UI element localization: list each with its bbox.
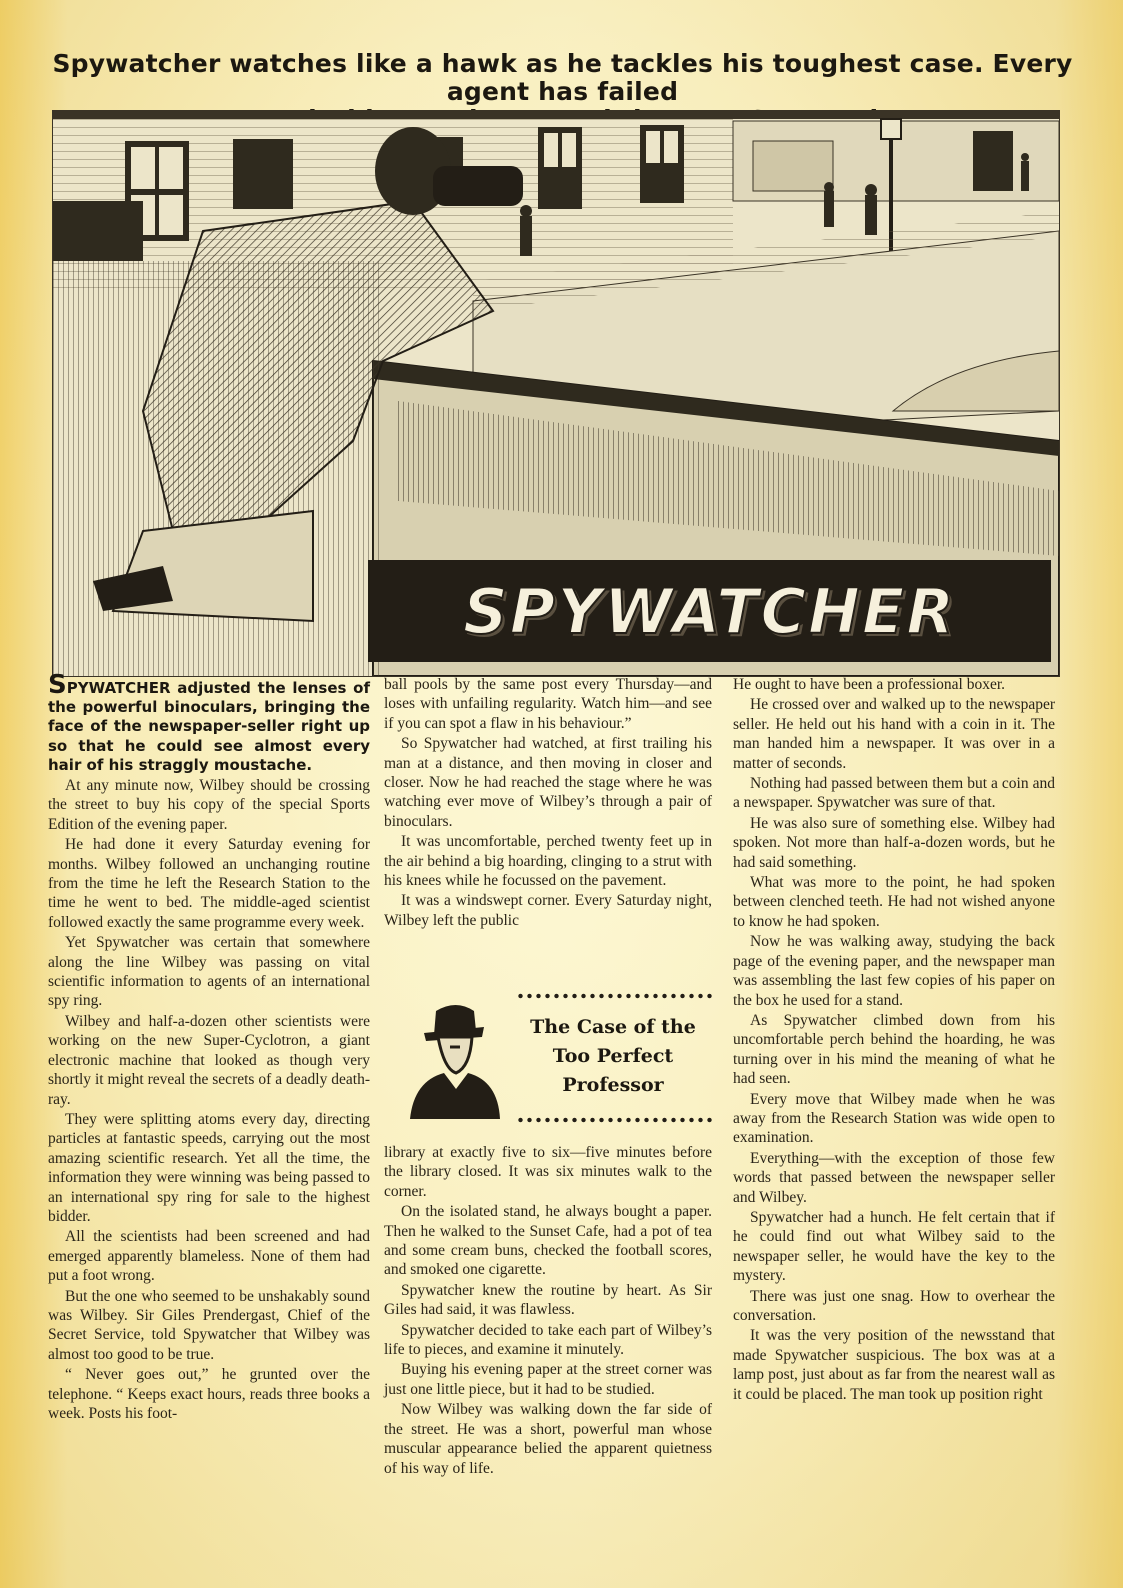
paragraph: But the one who seemed to be unshakably sound was Wilbey. Sir Giles Prendergast, Chief of the Secret Service, told Spywatcher that Wilbey was almost too good to be true. [48, 1287, 370, 1363]
paragraph: Wilbey and half-a-dozen other scientists were working on the new Super-Cyclotron, a giant electronic machine that looked as though very shortly it might reveal the secrets of a deadly death-ray. [48, 1012, 370, 1108]
story-title: SPYWATCHER [463, 574, 956, 648]
article-column-2-continued [384, 1143, 712, 1478]
paragraph: He had done it every Saturday evening for months. Wilbey followed an unchanging routine from the time he left the Research Station to the time he went to bed. The middle-aged scientist followed exactly the same programme every week. [48, 836, 370, 931]
article-column-1 [48, 670, 370, 1423]
paragraph: ball pools by the same post every Thursday—and loses with unfailing regularity. Watch him—and see if you can spot a flaw in his behaviour.” [384, 676, 712, 732]
paragraph: What was more to the point, he had spoken between clenched teeth. He had not wished anyone to know he had spoken. [733, 874, 1055, 930]
paragraph: Every move that Wilbey made when he was away from the Research Station was wide open to examination. [733, 1090, 1055, 1147]
paragraph: On the isolated stand, he always bought a paper. Then he walked to the Sunset Cafe, had a pot of tea and some cream buns, checked the football scores, and smoked one cigarette. [384, 1203, 712, 1279]
paragraph: It was a windswept corner. Every Saturday night, Wilbey left the public [384, 892, 712, 929]
dotted-rule-bottom [516, 1117, 714, 1123]
paragraph: It was uncomfortable, perched twenty feet up in the air behind a big hoarding, clinging to a strut with his knees while he focussed on the pavement. [384, 833, 712, 890]
lead-paragraph: SPYWATCHER adjusted the lenses of the powerful binoculars, bringing the face of the newspaper-seller right up so that he could see almost every hair of his straggly moustache. [48, 670, 370, 774]
article-column-3 [733, 675, 1055, 1404]
shop-window [753, 141, 833, 191]
paragraph: He ought to have been a professional boxer. [733, 676, 1006, 693]
headline-line-1: Spywatcher watches like a hawk as he tackles his toughest case. Every agent has failed [52, 49, 1073, 106]
paragraph: Now Wilbey was walking down the far side of the street. He was a short, powerful man whose muscular appearance belied the apparent quietness of his way of life. [384, 1401, 712, 1477]
dotted-rule-top [516, 993, 714, 999]
article-column-2 [384, 675, 712, 930]
paragraph: Spywatcher knew the routine by heart. As Sir Giles had said, it was flawless. [384, 1281, 712, 1319]
detective-silhouette-icon [404, 997, 504, 1119]
paragraph: As Spywatcher climbed down from his uncomfortable perch behind the hoarding, he was turning over in his mind the meaning of what he had seen. [733, 1011, 1055, 1088]
paragraph: He was also sure of something else. Wilbey had spoken. Not more than half-a-dozen words, but he had said something. [733, 814, 1055, 871]
paragraph: So Spywatcher had watched, at first trailing his man at a distance, and then moving in closer and closer. Now he had reached the stage where he was watching ever move of Wilbey’s through a pair of binoculars. [384, 735, 712, 830]
paragraph: Now he was walking away, studying the back page of the evening paper, and the newspaper man was assembling the last few copies of his paper on the box he used for a stand. [733, 933, 1055, 1009]
paragraph: library at exactly five to six—five minutes before the library closed. It was six minutes walk to the corner. [384, 1144, 712, 1200]
drop-cap: S [48, 670, 67, 700]
subtitle-line-2: Too Perfect [552, 1045, 674, 1067]
binoculars [433, 166, 523, 206]
paragraph: Yet Spywatcher was certain that somewhere along the line Wilbey was passing on vital scientific information to agents of an international spy ring. [48, 934, 370, 1010]
paragraph: Everything—with the exception of those few words that passed between the newspaper seller and Wilbey. [733, 1149, 1055, 1206]
subtitle-line-3: Professor [562, 1074, 664, 1096]
paragraph: All the scientists had been screened and had emerged apparently blameless. None of them had put a foot wrong. [48, 1228, 370, 1285]
paragraph: They were splitting atoms every day, directing particles at fantastic speeds, carrying out the most amazing scientific research. Yet all the time, the information they were winning was being passed to an international spy ring for sale to the highest bidder. [48, 1110, 370, 1225]
paragraph: Buying his evening paper at the street corner was just one little piece, but it had to be studied. [384, 1361, 712, 1398]
paragraph: There was just one snag. How to overhear the conversation. [733, 1287, 1055, 1324]
story-subtitle [508, 1013, 718, 1100]
paragraph: At any minute now, Wilbey should be crossing the street to buy his copy of the special Sports Edition of the evening paper. [48, 777, 370, 833]
paragraph: Nothing had passed between them but a coin and a newspaper. Spywatcher was sure of that. [733, 775, 1055, 812]
story-title-banner [368, 560, 1051, 662]
paragraph: Spywatcher had a hunch. He felt certain that if he could find out what Wilbey said to the newspaper seller, he would have the key to the mystery. [733, 1208, 1055, 1285]
paragraph: It was the very position of the newsstand that made Spywatcher suspicious. The box was at a lamp post, just about as far from the nearest wall as it could be placed. The man took up position right [733, 1327, 1055, 1403]
paragraph: He crossed over and walked up to the newspaper seller. He held out his hand with a coin in it. The man handed him a newspaper. It was over in a matter of seconds. [733, 696, 1055, 772]
subtitle-line-1: The Case of the [530, 1016, 696, 1038]
paragraph: Spywatcher decided to take each part of Wilbey’s life to pieces, and examine it minutely. [384, 1321, 712, 1359]
paragraph: “ Never goes out,” he grunted over the telephone. “ Keeps exact hours, reads three books a week. Posts his foot- [48, 1366, 370, 1423]
subtitle-panel [398, 985, 720, 1135]
